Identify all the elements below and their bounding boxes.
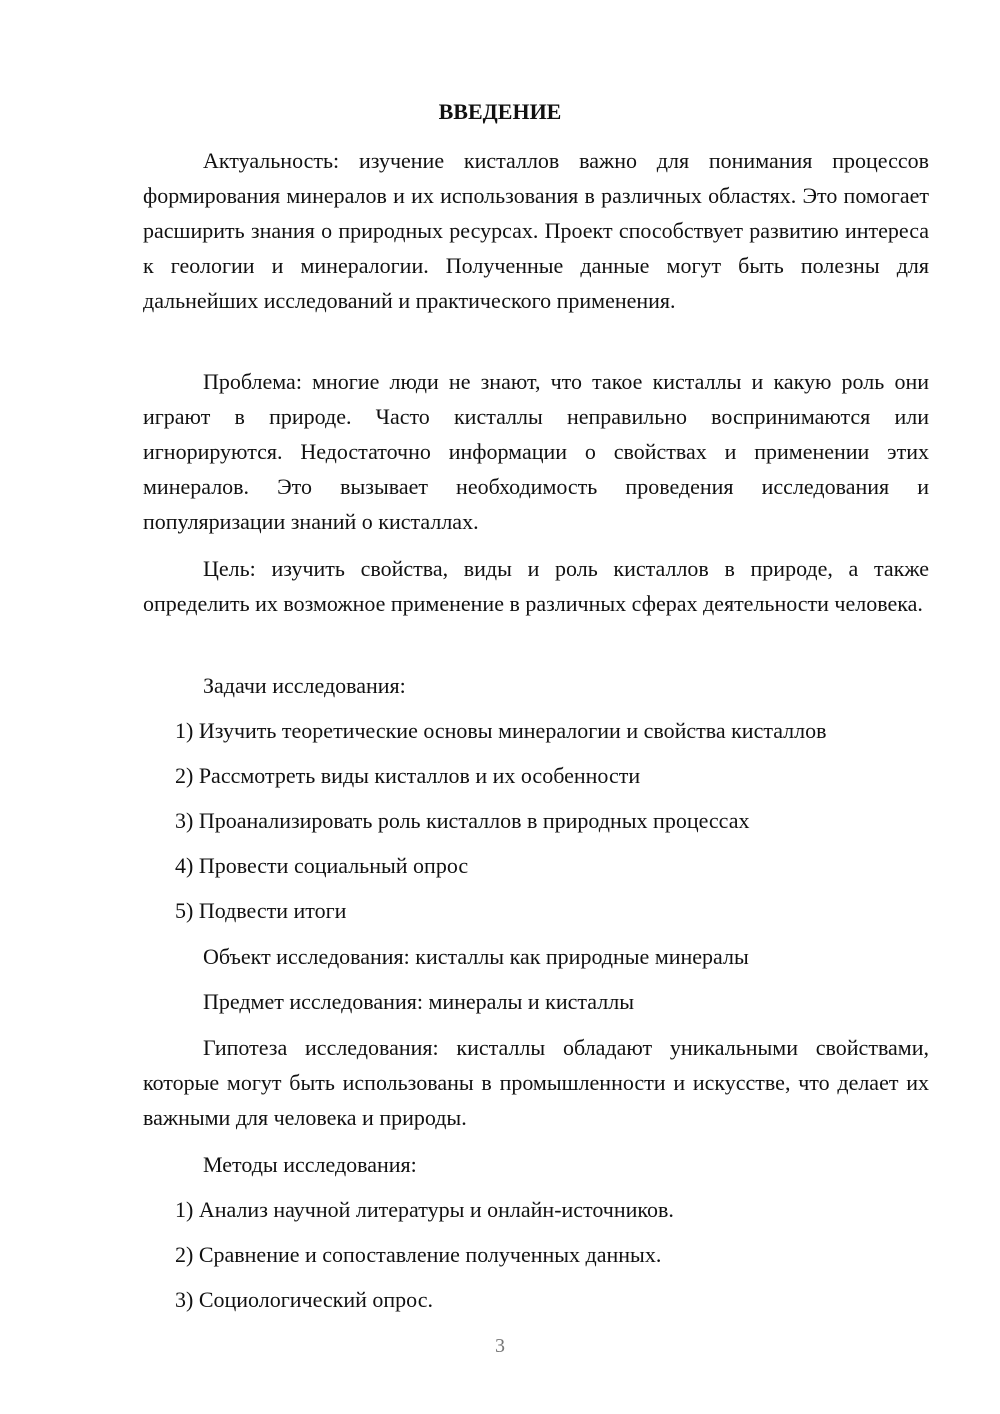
problem-paragraph: Проблема: многие люди не знают, что такое кисталлы и какую роль они играют в природе. Часто кисталлы неправильно воспринимаются или игнорируются. Недостаточно информации о свойствах и применении этих минералов. Это вызывает необходимость проведения исследования и популяризации знаний о кисталлах. bbox=[143, 369, 929, 534]
section-heading: ВВЕДЕНИЕ bbox=[438, 99, 562, 124]
method-item: 1) Анализ научной литературы и онлайн-источников. bbox=[175, 1197, 674, 1222]
method-item: 2) Сравнение и сопоставление полученных данных. bbox=[175, 1242, 662, 1267]
methods-heading: Методы исследования: bbox=[203, 1152, 417, 1177]
task-item: 2) Рассмотреть виды кисталлов и их особенности bbox=[175, 763, 641, 788]
task-item: 5) Подвести итоги bbox=[175, 898, 347, 923]
method-item: 3) Социологический опрос. bbox=[175, 1287, 433, 1312]
hypothesis-paragraph: Гипотеза исследования: кисталлы обладают уникальными свойствами, которые могут быть использованы в промышленности и искусстве, что делает их важными для человека и природы. bbox=[143, 1035, 929, 1130]
subject-line: Предмет исследования: минералы и кисталлы bbox=[203, 989, 634, 1014]
task-item: 1) Изучить теоретические основы минералогии и свойства кисталлов bbox=[175, 718, 827, 743]
task-item: 3) Проанализировать роль кисталлов в природных процессах bbox=[175, 808, 750, 833]
task-item: 4) Провести социальный опрос bbox=[175, 853, 469, 878]
tasks-heading: Задачи исследования: bbox=[203, 673, 406, 698]
goal-paragraph: Цель: изучить свойства, виды и роль кисталлов в природе, а также определить их возможное применение в различных сферах деятельности человека. bbox=[143, 556, 929, 616]
relevance-paragraph: Актуальность: изучение кисталлов важно для понимания процессов формирования минералов и их использования в различных областях. Это помогает расширить знания о природных ресурсах. Проект способствует развитию интереса к геологии и минералогии. Полученные данные могут быть полезны для дальнейших исследований и практического применения. bbox=[143, 148, 929, 313]
object-line: Объект исследования: кисталлы как природные минералы bbox=[203, 944, 749, 969]
page-number: 3 bbox=[495, 1335, 505, 1357]
